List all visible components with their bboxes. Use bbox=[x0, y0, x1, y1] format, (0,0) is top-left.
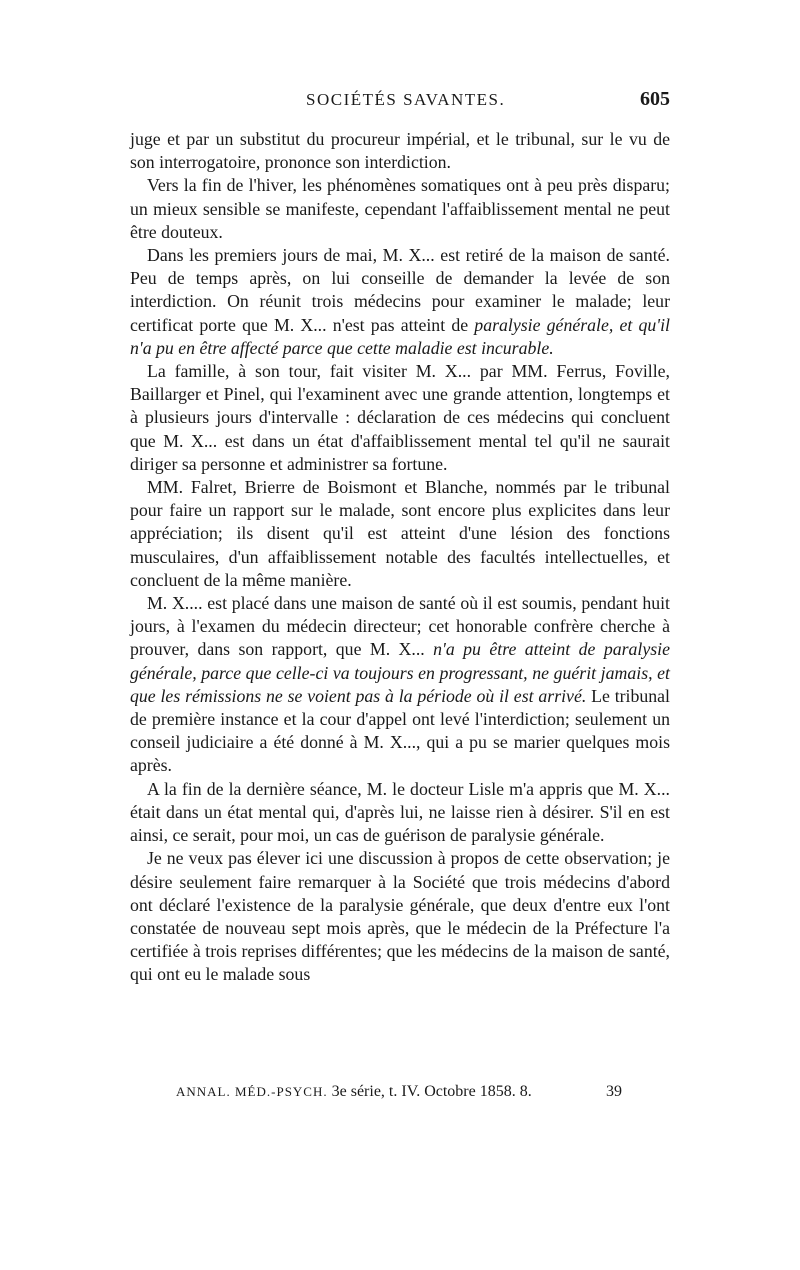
text-run: Dans les premiers jours de mai, M. X... est retiré de la maison de santé. Peu de temps après, on lui conseille de demander la levée de son interdiction. On réunit trois médecins pour examiner le malade; leur certificat porte que M. X... n'est pas atteint de bbox=[130, 245, 670, 335]
body-text bbox=[130, 128, 670, 987]
page-footer bbox=[176, 1083, 636, 1101]
running-head bbox=[130, 90, 670, 116]
paragraph bbox=[130, 174, 670, 244]
paragraph bbox=[130, 128, 670, 174]
text-run: M. X.... est placé dans une maison de santé où il est soumis, pendant huit jours, à l'examen du médecin directeur; cet honorable confrère cherche à prouver, dans son rapport, que M. X... bbox=[130, 593, 670, 660]
text-run: La famille, à son tour, fait visiter M. X... par MM. Ferrus, Foville, Baillarger et Pinel, qui l'examinent avec une grande attention, longtemps et à plusieurs jours d'intervalle : déclaration de ces médecins qui concluent que M. X... est dans un état d'affaiblissement mental tel qu'il ne saurait diriger sa personne et administrer sa fortune. bbox=[130, 361, 670, 474]
running-title: SOCIÉTÉS SAVANTES. bbox=[306, 90, 506, 109]
italic-text-run: paralysie générale, et qu'il n'a pu en être affecté parce que cette maladie est incurable. bbox=[130, 314, 670, 358]
page-number: 605 bbox=[640, 88, 670, 110]
text-run: MM. Falret, Brierre de Boismont et Blanche, nommés par le tribunal pour faire un rapport sur le malade, sont encore plus explicites dans leur appréciation; ils disent qu'il est atteint d'une lésion des fonctions musculaires, d'un affaiblissement notable des facultés intellectuelles, et concluent de la même manière. bbox=[130, 477, 670, 590]
paragraph bbox=[130, 244, 670, 360]
paragraph bbox=[130, 476, 670, 592]
paragraph bbox=[130, 778, 670, 848]
paragraph bbox=[130, 847, 670, 986]
text-run: Je ne veux pas élever ici une discussion à propos de cette observation; je désire seulement faire remarquer à la Société que trois médecins d'abord ont déclaré l'existence de la paralysie générale, que deux d'entre eux l'ont constatée de nouveau sept mois après, que le médecin de la Préfecture l'a certifiée à trois reprises différentes; que les médecins de la maison de santé, qui ont eu le malade sous bbox=[130, 848, 670, 985]
text-run: juge et par un substitut du procureur impérial, et le tribunal, sur le vu de son interrogatoire, prononce son interdiction. bbox=[130, 129, 670, 173]
italic-text-run: n'a pu être atteint de paralysie générale, parce que celle-ci va toujours en progressant, ne guérit jamais, et que les rémissions ne se voient pas à la période où il est arrivé. bbox=[130, 639, 670, 706]
footer-journal: ANNAL. MÉD.-PSYCH. bbox=[176, 1084, 328, 1099]
text-run: Vers la fin de l'hiver, les phénomènes somatiques ont à peu près disparu; un mieux sensible se manifeste, cependant l'affaiblissement mental ne peut être douteux. bbox=[130, 175, 670, 242]
paragraph bbox=[130, 592, 670, 778]
text-run: A la fin de la dernière séance, M. le docteur Lisle m'a appris que M. X... était dans un état mental qui, d'après lui, ne laisse rien à désirer. S'il en est ainsi, ce serait, pour moi, un cas de guérison de paralysie générale. bbox=[130, 778, 670, 846]
paragraph bbox=[130, 360, 670, 476]
footer-signature-number: 39 bbox=[606, 1083, 622, 1100]
footer-details: 3e série, t. IV. Octobre 1858. 8. bbox=[331, 1083, 532, 1100]
text-run: Le tribunal de première instance et la cour d'appel ont levé l'interdiction; seulement un conseil judiciaire a été donné à M. X..., qui a pu se marier quelques mois après. bbox=[130, 685, 671, 776]
